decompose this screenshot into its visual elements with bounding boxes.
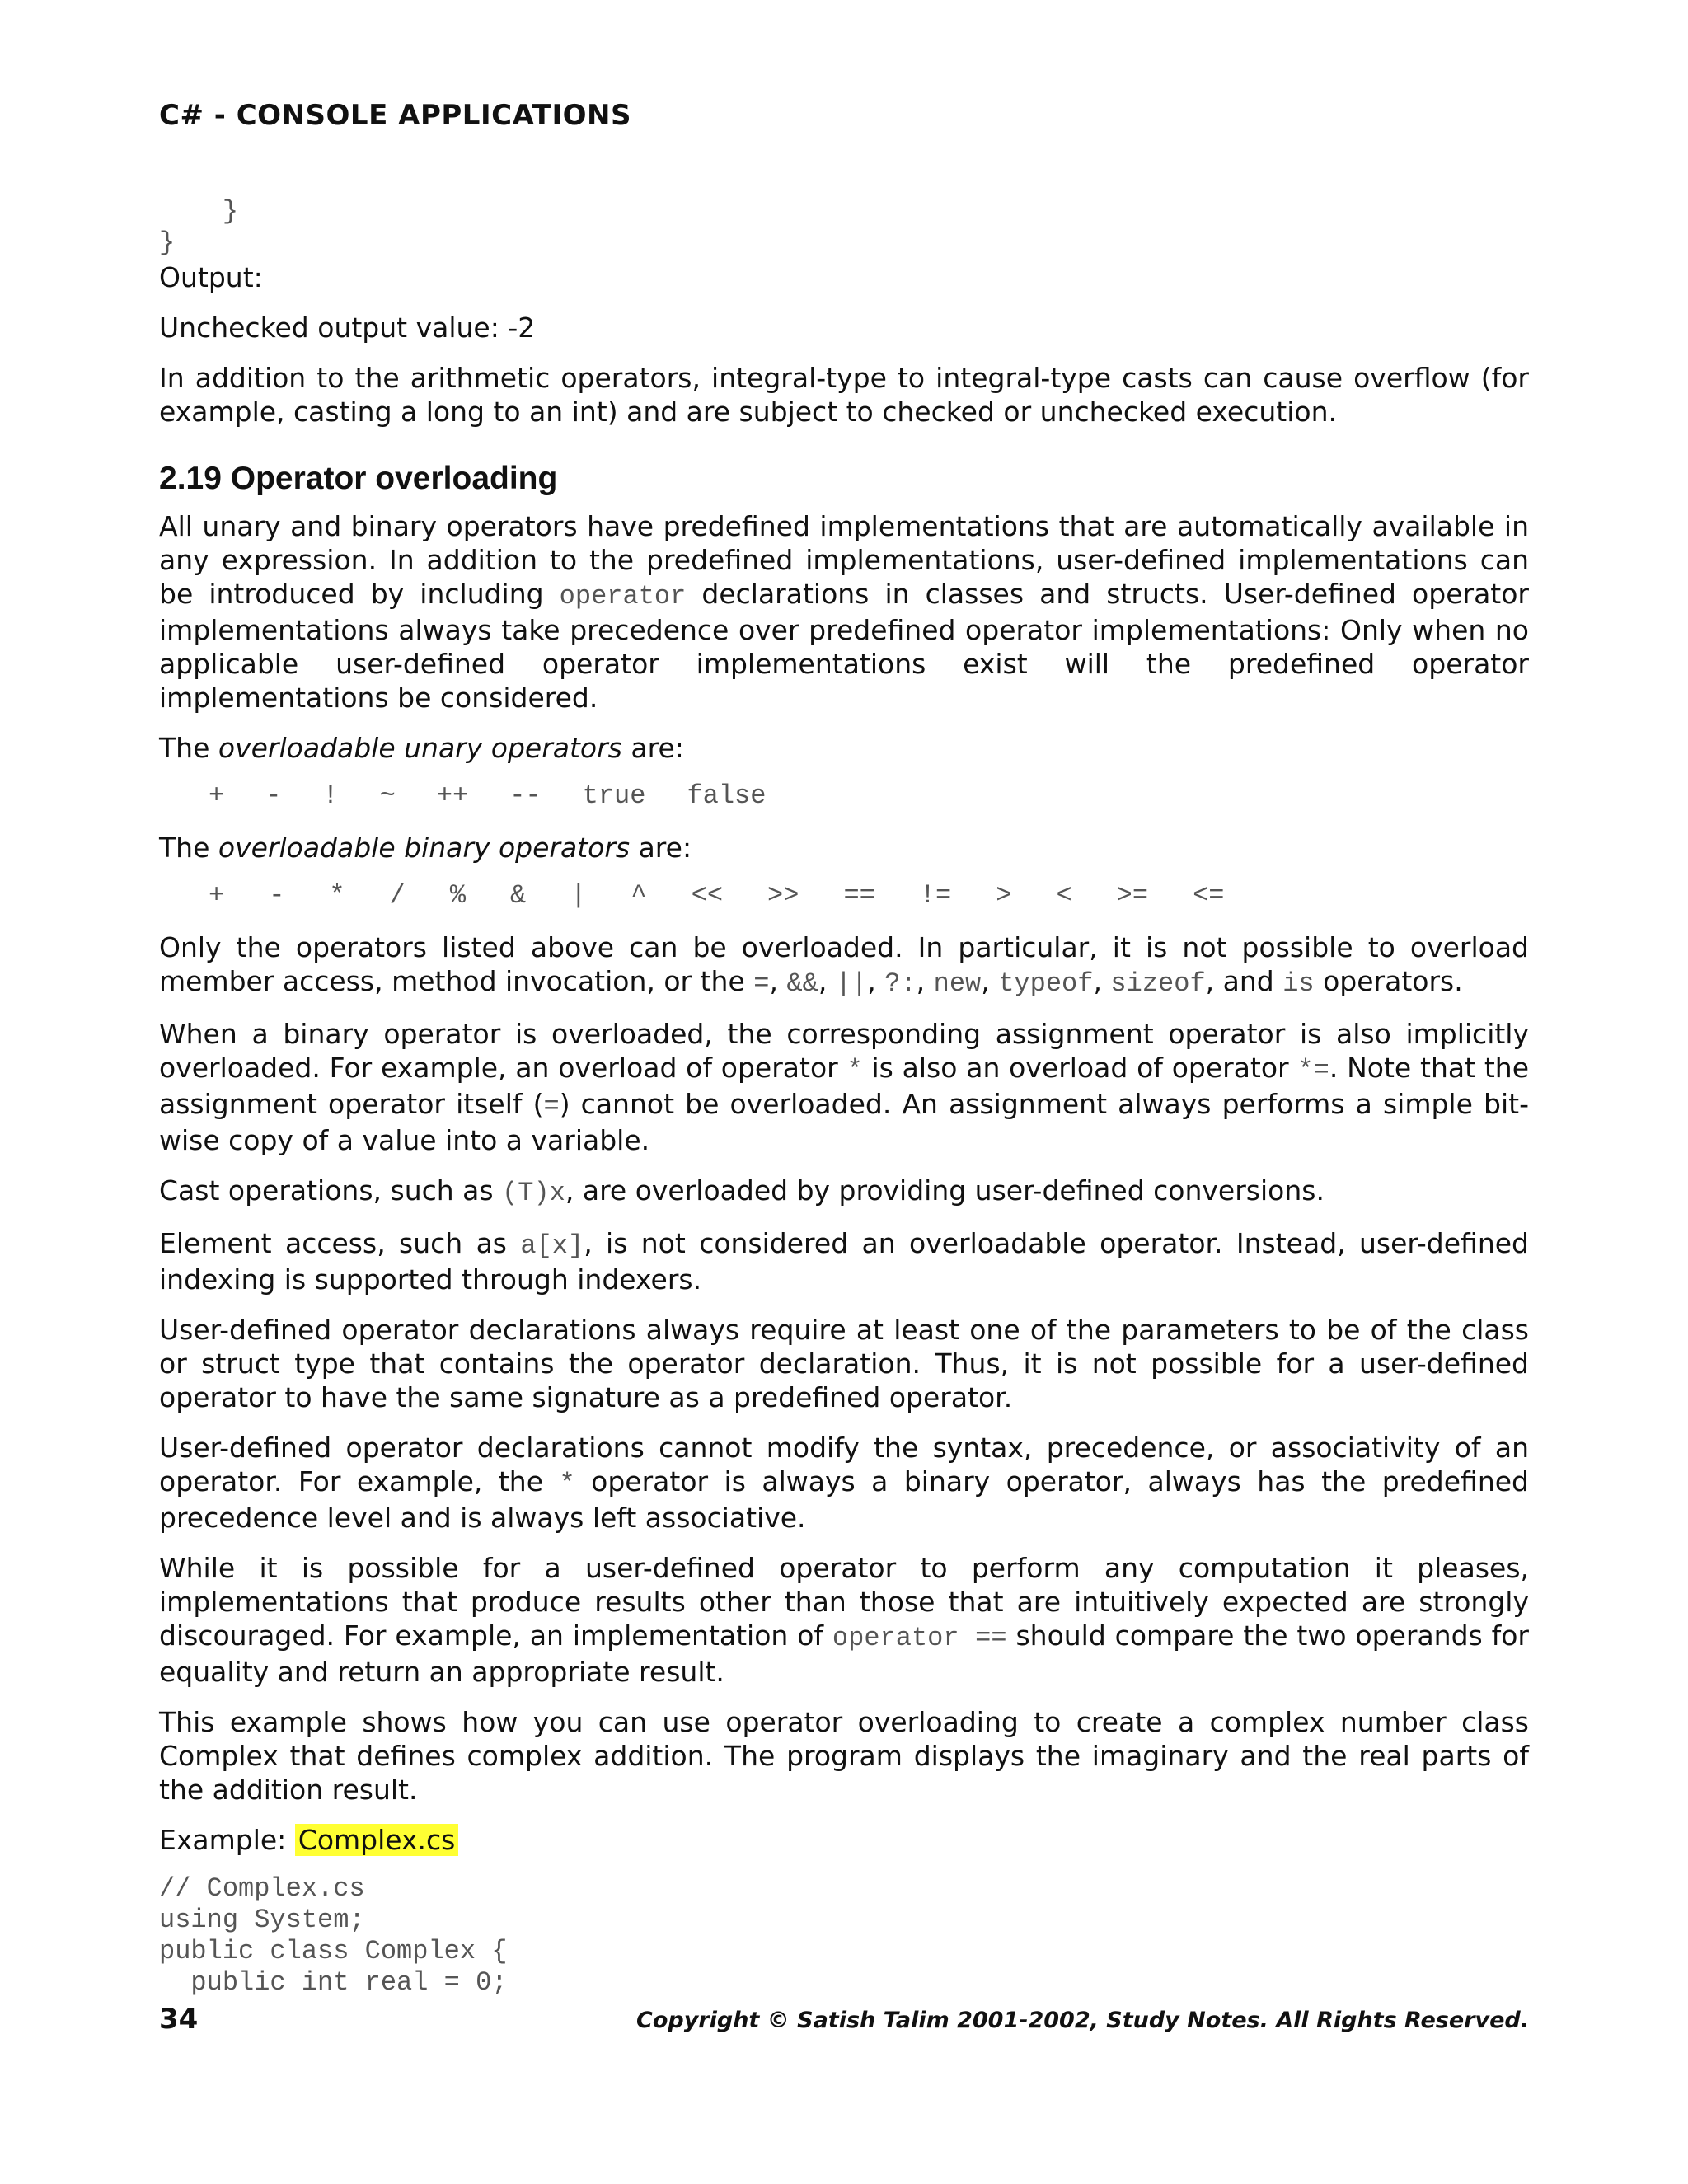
text-run: ,: [916, 965, 934, 997]
unary-operators-intro: [159, 731, 1529, 765]
text-run: declarations in classes and structs. User-defined operator implementations always take precedence over predefined operator implementations: Only when no applicable user-defined operator implementations exist will the predefined operator implementations be considered.: [159, 578, 1529, 714]
operator-token: >: [996, 880, 1012, 911]
code-listing: [159, 1873, 1529, 1999]
inline-code: &&: [786, 968, 818, 999]
text-run: ,: [1093, 965, 1111, 997]
example-label: Example:: [159, 1824, 295, 1856]
operator-token: ^: [631, 880, 647, 911]
operator-token: ~: [379, 780, 396, 811]
page-content: [159, 196, 1529, 1999]
text-run: are:: [621, 732, 684, 764]
operator-token: &: [510, 880, 527, 911]
operator-token: <<: [691, 880, 724, 911]
operator-token: %: [449, 880, 467, 911]
text-run: should compare the two operands for equality and return an appropriate result.: [159, 1619, 1529, 1688]
operator-token: -: [269, 880, 285, 911]
operator-token: <=: [1193, 880, 1225, 911]
code-line: }: [159, 196, 239, 227]
text-run: , is not considered an overloadable operator. Instead, user-defined indexing is supported through indexers.: [159, 1227, 1529, 1296]
text-run: User-defined operator declarations cannot modify the syntax, precedence, or associativity of an operator. For example, the: [159, 1432, 1529, 1497]
inline-code: (T)x: [502, 1178, 565, 1208]
operator-token: *: [329, 880, 345, 911]
copyright-notice: Copyright © Satish Talim 2001-2002, Study Notes. All Rights Reserved.: [636, 2008, 1529, 2033]
example-line: [159, 1823, 1529, 1857]
unary-operators-list: [209, 780, 1529, 813]
paragraph-requirement: User-defined operator declarations always require at least one of the parameters to be of the class or struct type that contains the operator declaration. Thus, it is not possible for a user-defined operator to have the same signature as a predefined operator.: [159, 1314, 1529, 1413]
paragraph-example-description: This example shows how you can use operator overloading to create a complex number class Complex that defines complex addition. The program displays the imaginary and the real parts of the addition result.: [159, 1706, 1529, 1806]
operator-token: !: [322, 780, 339, 811]
binary-operators-list: [209, 879, 1529, 912]
running-header: C# - CONSOLE APPLICATIONS: [159, 99, 631, 132]
inline-code: *: [559, 1469, 575, 1499]
text-run: are:: [630, 832, 692, 864]
operator-token: ++: [436, 780, 469, 811]
inline-code: sizeof: [1110, 968, 1206, 999]
text-run: Cast operations, such as: [159, 1174, 503, 1207]
inline-code: ||: [835, 968, 868, 999]
inline-code: *: [846, 1055, 863, 1085]
code-line: }: [159, 227, 176, 258]
text-run: ,: [867, 965, 885, 997]
paragraph-element-access: [159, 1226, 1529, 1296]
operator-token: >=: [1116, 880, 1149, 911]
operator-token: /: [389, 880, 406, 911]
intro-paragraph: In addition to the arithmetic operators, integral-type to integral-type casts can cause overflow (for example, casting a long to an int) and are subject to checked or unchecked execution.: [159, 362, 1529, 428]
page-footer: [159, 2003, 1529, 2044]
text-run: Only the operators listed above can be overloaded. In particular, it is not possible to overload member access, method invocation, or the: [159, 931, 1529, 997]
emphasis: overloadable binary operators: [218, 832, 631, 864]
operator-token: ==: [843, 880, 875, 911]
operator-token: true: [582, 780, 646, 811]
inline-code: ?:: [884, 968, 917, 999]
page-number: 34: [159, 2003, 199, 2036]
top-code-fragment: [159, 196, 1529, 259]
section-heading: 2.19 Operator overloading: [159, 461, 558, 496]
paragraph-only-operators: [159, 930, 1529, 1001]
output-label: Output:: [159, 261, 263, 293]
operator-token: >>: [767, 880, 799, 911]
operator-token: false: [687, 780, 767, 811]
operator-token: |: [570, 880, 587, 911]
code-line: // Complex.cs: [159, 1873, 365, 1904]
text-run: . Note that the assignment operator itself (: [159, 1052, 1529, 1120]
paragraph-cast: [159, 1174, 1529, 1210]
paragraph-predefined: [159, 509, 1529, 715]
text-run: operator is always a binary operator, always has the predefined precedence level and is always left associative.: [159, 1465, 1529, 1534]
operator-token: <: [1056, 880, 1072, 911]
text-run: operators.: [1314, 965, 1463, 997]
code-line: public int real = 0;: [159, 1967, 508, 1998]
inline-code: =: [543, 1091, 560, 1122]
operator-token: !=: [919, 880, 952, 911]
text-run: ,: [981, 965, 999, 997]
text-run: ) cannot be overloaded. An assignment always performs a simple bit-wise copy of a value into a variable.: [159, 1088, 1529, 1156]
inline-code: typeof: [998, 968, 1094, 999]
text-run: All unary and binary operators have predefined implementations that are automatically available in any expression. In addition to the predefined implementations, user-defined implementations can be introduced by including: [159, 510, 1529, 610]
text-run: When a binary operator is overloaded, the corresponding assignment operator is also implicitly overloaded. For example, an overload of operator: [159, 1018, 1529, 1084]
paragraph-syntax: [159, 1431, 1529, 1535]
text-run: While it is possible for a user-defined operator to perform any computation it pleases, implementations that produce results other than those that are intuitively expected are strongly discouraged. For example, an implementation of: [159, 1552, 1529, 1652]
code-line: public class Complex {: [159, 1936, 508, 1966]
inline-code: =: [753, 968, 770, 999]
text-run: Element access, such as: [159, 1227, 521, 1259]
operator-token: -: [265, 780, 282, 811]
document-page: [159, 0, 1529, 2184]
text-run: The: [159, 832, 218, 864]
example-filename-highlight: Complex.cs: [295, 1824, 459, 1856]
text-run: , and: [1205, 965, 1283, 997]
inline-code: *=: [1297, 1055, 1329, 1085]
binary-operators-intro: [159, 831, 1529, 865]
text-run: , are overloaded by providing user-defined conversions.: [565, 1174, 1325, 1207]
text-run: is also an overload of operator: [862, 1052, 1298, 1084]
paragraph-computation: [159, 1551, 1529, 1689]
text-run: ,: [769, 965, 787, 997]
inline-code: operator ==: [832, 1623, 1007, 1653]
inline-code: new: [933, 968, 982, 999]
inline-code: is: [1282, 968, 1315, 999]
output-value: Unchecked output value: -2: [159, 312, 536, 344]
code-line: using System;: [159, 1905, 365, 1935]
operator-token: +: [209, 780, 225, 811]
text-run: The: [159, 732, 218, 764]
paragraph-binary-assignment: [159, 1017, 1529, 1157]
operator-token: --: [509, 780, 542, 811]
inline-code: a[x]: [520, 1230, 584, 1261]
inline-code: operator: [559, 581, 687, 612]
emphasis: overloadable unary operators: [218, 732, 622, 764]
operator-token: +: [209, 880, 225, 911]
text-run: ,: [818, 965, 836, 997]
